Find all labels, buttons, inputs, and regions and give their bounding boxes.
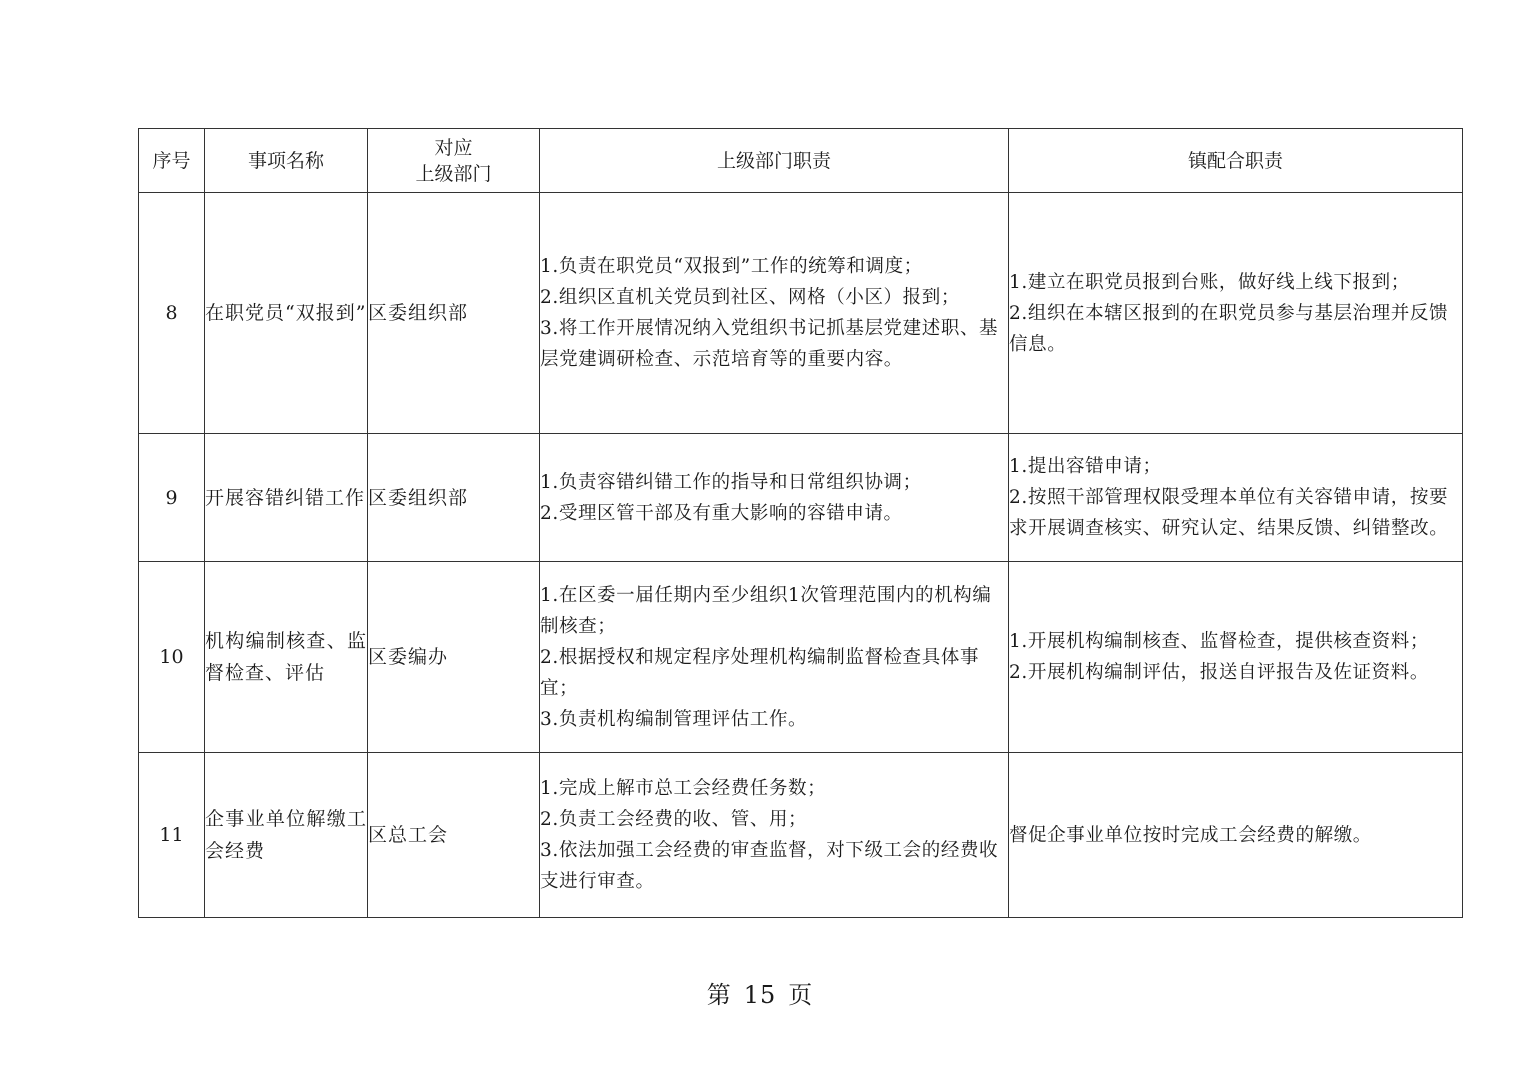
row-superior-duties — [540, 434, 1009, 562]
duty-item: 1.完成上解市总工会经费任务数； — [540, 778, 827, 799]
header-superior-department — [368, 129, 540, 193]
header-superior-duties: 上级部门职责 — [540, 129, 1009, 193]
row-item-name: 企事业单位解缴工会经费 — [205, 753, 368, 918]
row-department: 区委组织部 — [368, 434, 540, 562]
row-department: 区委组织部 — [368, 193, 540, 434]
coop-item: 2.开展机构编制评估，报送自评报告及佐证资料。 — [1009, 662, 1429, 683]
row-serial-number: 10 — [139, 562, 205, 753]
table-row — [139, 753, 1463, 918]
row-superior-duties — [540, 562, 1009, 753]
coop-item: 2.按照干部管理权限受理本单位有关容错申请，按要求开展调查核实、研究认定、结果反馈、纠错整改。 — [1009, 487, 1449, 539]
table-row — [139, 193, 1463, 434]
page-number-suffix: 页 — [788, 981, 814, 1009]
row-department: 区总工会 — [368, 753, 540, 918]
duty-item: 2.根据授权和规定程序处理机构编制监督检查具体事宜； — [540, 646, 980, 699]
duty-item: 3.负责机构编制管理评估工作。 — [540, 708, 808, 730]
page-number — [0, 975, 1520, 1010]
coop-item: 1.开展机构编制核查、监督检查，提供核查资料； — [1009, 631, 1429, 652]
page-number-value: 15 — [743, 981, 777, 1009]
row-town-duties — [1009, 434, 1463, 562]
row-department: 区委编办 — [368, 562, 540, 753]
coop-item: 督促企事业单位按时完成工会经费的解缴。 — [1009, 824, 1372, 846]
duty-item: 2.负责工会经费的收、管、用； — [540, 809, 808, 830]
duty-item: 1.负责在职党员“双报到”工作的统筹和调度； — [540, 256, 923, 277]
row-item-name: 开展容错纠错工作 — [205, 434, 368, 562]
duty-item: 2.组织区直机关党员到社区、网格（小区）报到； — [540, 287, 960, 308]
duty-item: 2.受理区管干部及有重大影响的容错申请。 — [540, 502, 903, 524]
header-superior-department-line1: 对应 — [434, 136, 473, 159]
responsibility-table — [138, 128, 1463, 918]
table-row — [139, 562, 1463, 753]
table-row — [139, 434, 1463, 562]
header-town-cooperation-duties: 镇配合职责 — [1009, 129, 1463, 193]
duty-item: 1.在区委一届任期内至少组织1次管理范围内的机构编制核查； — [540, 584, 992, 637]
header-item-name: 事项名称 — [205, 129, 368, 193]
coop-item: 2.组织在本辖区报到的在职党员参与基层治理并反馈信息。 — [1009, 302, 1449, 355]
row-item-name: 在职党员“双报到” — [205, 193, 368, 434]
row-superior-duties — [540, 753, 1009, 918]
page-number-prefix: 第 — [706, 981, 732, 1009]
row-town-duties — [1009, 562, 1463, 753]
table-header-row — [139, 129, 1463, 193]
header-serial-number: 序号 — [139, 129, 205, 193]
coop-item: 1.建立在职党员报到台账，做好线上线下报到； — [1009, 271, 1410, 293]
row-item-name: 机构编制核查、监督检查、评估 — [205, 562, 368, 753]
row-serial-number: 9 — [139, 434, 205, 562]
duty-item: 1.负责容错纠错工作的指导和日常组织协调； — [540, 471, 922, 493]
row-superior-duties — [540, 193, 1009, 434]
row-serial-number: 11 — [139, 753, 205, 918]
row-serial-number: 8 — [139, 193, 205, 434]
duty-item: 3.依法加强工会经费的审查监督，对下级工会的经费收支进行审查。 — [540, 840, 999, 892]
row-town-duties — [1009, 193, 1463, 434]
coop-item: 1.提出容错申请； — [1009, 456, 1162, 477]
header-superior-department-line2: 上级部门 — [415, 162, 492, 185]
row-town-duties — [1009, 753, 1463, 918]
duty-item: 3.将工作开展情况纳入党组织书记抓基层党建述职、基层党建调研检查、示范培育等的重要内容。 — [540, 318, 999, 370]
